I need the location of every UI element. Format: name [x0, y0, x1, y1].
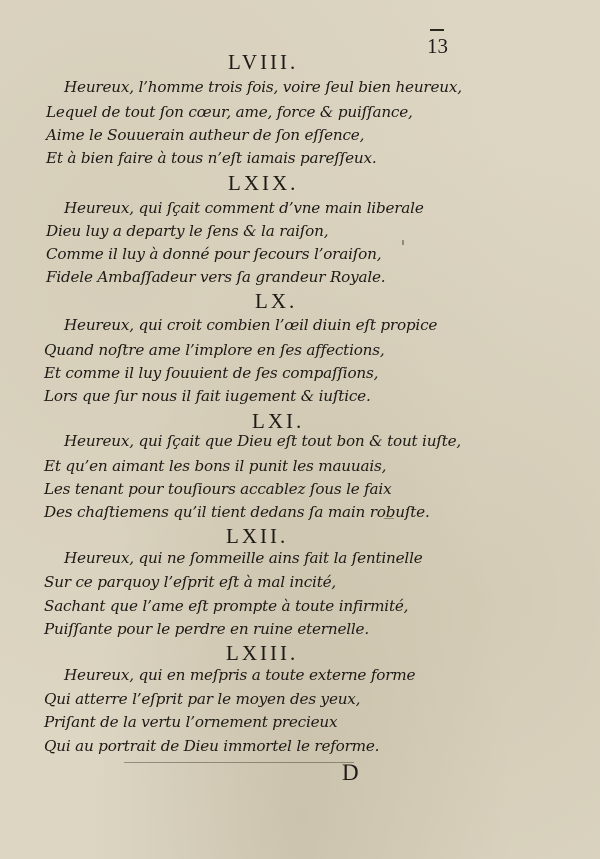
section-heading: LXII. [226, 524, 289, 548]
verse-line: Les tenant pour touſiours accablez ſous le faix [44, 480, 392, 498]
verse-line: Qui atterre l’eſprit par le moyen des yeux, [44, 690, 361, 708]
signature-mark: D [342, 760, 359, 785]
verse-line: Lors que ſur nous il fait iugement & iuſtice. [44, 387, 371, 405]
verse-line: Heureux, qui ſçait que Dieu eſt tout bon & tout iuſte, [64, 432, 462, 450]
verse-line: Aime le Souuerain autheur de ſon eſſence, [46, 126, 365, 144]
section-heading: LX. [255, 289, 298, 313]
page-number-ornament [430, 29, 444, 31]
verse-line: Fidele Ambaſſadeur vers ſa grandeur Royale. [46, 268, 386, 286]
print-smudge [124, 762, 354, 763]
verse-line: Heureux, qui ne ſommeille ains fait la ſentinelle [64, 549, 423, 567]
verse-line: Et qu’en aimant les bons il punit les mauuais, [44, 457, 387, 475]
verse-line: Heureux, l’homme trois fois, voire ſeul bien heureux, [64, 78, 462, 96]
verse-line: Et à bien faire à tous n’eſt iamais pareſſeux. [46, 149, 377, 167]
verse-line: Et comme il luy ſouuient de ſes compaſſions, [44, 364, 379, 382]
section-heading: LVIII. [228, 50, 299, 74]
verse-line: Sachant que l’ame eſt prompte à toute infirmité, [44, 597, 409, 615]
verse-line: Quand noſtre ame l’implore en ſes affections, [44, 341, 385, 359]
section-heading: LXIX. [228, 171, 299, 195]
verse-line: Dieu luy a departy le ſens & la raiſon, [46, 222, 329, 240]
verse-line: Heureux, qui ſçait comment d’vne main liberale [64, 199, 424, 217]
section-heading: LXI. [252, 409, 305, 433]
page-number: 13 [427, 34, 448, 58]
print-smudge [402, 240, 404, 245]
section-heading: LXIII. [226, 641, 299, 665]
verse-line: Priſant de la vertu l’ornement precieux [44, 713, 338, 731]
verse-line: Comme il luy à donné pour ſecours l’oraiſon, [46, 245, 382, 263]
verse-line: Des chaſtiemens qu’il tient dedans ſa main robuſte. [44, 503, 430, 521]
verse-line: Sur ce parquoy l’eſprit eſt à mal incité, [44, 573, 337, 591]
verse-line: Lequel de tout ſon cœur, ame, force & puiſſance, [46, 103, 413, 121]
print-smudge [384, 518, 394, 519]
verse-line: Puiſſante pour le perdre en ruine eternelle. [44, 620, 369, 638]
verse-line: Heureux, qui croit combien l’œil diuin eſt propice [64, 316, 438, 334]
verse-line: Qui au portrait de Dieu immortel le reforme. [44, 737, 380, 755]
verse-line: Heureux, qui en meſpris a toute externe forme [64, 666, 416, 684]
